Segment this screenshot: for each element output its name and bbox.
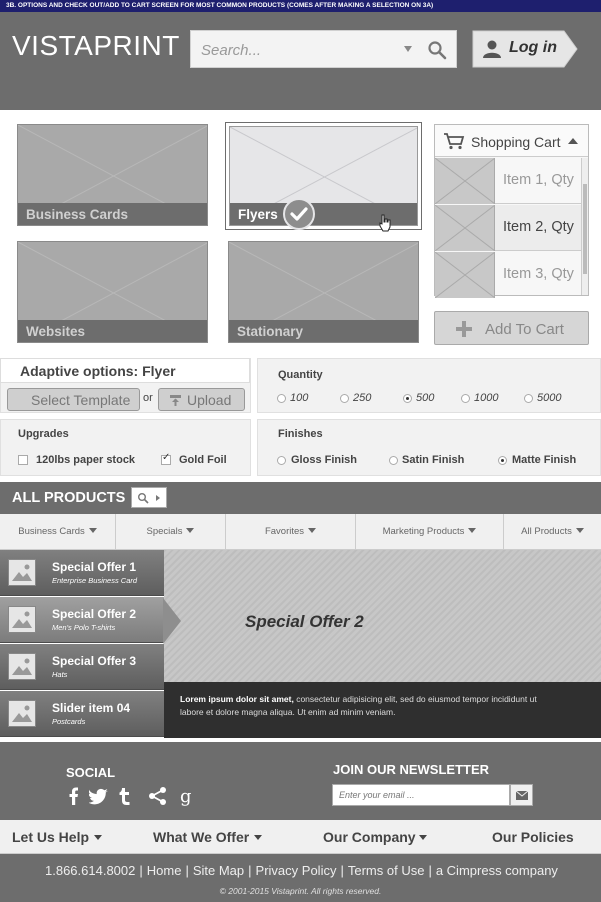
slider-item-subtitle: Postcards: [52, 717, 86, 726]
category-nav-label: Specials: [146, 526, 183, 537]
newsletter-title: JOIN OUR NEWSLETTER: [333, 762, 490, 777]
quantity-option-label: 5000: [537, 392, 562, 404]
cart-item-label: Item 1, Qty: [503, 172, 574, 188]
footer-nav-our-company[interactable]: [323, 829, 427, 845]
newsletter-email-input[interactable]: [332, 784, 510, 806]
gloss-finish-radio[interactable]: [277, 456, 286, 465]
cart-item[interactable]: [435, 158, 581, 204]
chevron-down-icon: [94, 835, 102, 840]
upgrade-option-label: 120lbs paper stock: [36, 454, 136, 466]
search-icon[interactable]: [427, 40, 447, 60]
quantity-option-label: 1000: [474, 392, 499, 404]
footer-nav-label: Our Policies: [492, 829, 574, 845]
upload-icon: [169, 394, 182, 407]
chevron-down-icon: [468, 528, 476, 533]
slider-item-active[interactable]: [0, 597, 164, 643]
footer-social: [0, 742, 601, 820]
category-nav-business-cards[interactable]: [0, 514, 116, 550]
hero-description-text: [180, 693, 540, 718]
hero-title: Special Offer 2: [245, 612, 364, 631]
image-icon: [8, 700, 36, 727]
shopping-cart-header[interactable]: [435, 125, 588, 157]
twitter-icon[interactable]: [89, 786, 109, 806]
finishes-panel: [257, 419, 601, 476]
category-nav-label: All Products: [521, 526, 572, 537]
chevron-down-icon: [576, 528, 584, 533]
upload-label: Upload: [187, 392, 232, 408]
mail-icon: [516, 791, 528, 800]
search-icon: [137, 492, 149, 504]
active-pointer-arrow: [163, 598, 181, 644]
product-tile-flyers[interactable]: [229, 126, 418, 226]
hero-description-body: consectetur adipisicing elit, sed do eiusmod tempor incididunt ut labore et dolore magna aliqua. Ut enim ad minim veniam.: [180, 694, 537, 717]
slider-item-title: Special Offer 2: [52, 607, 137, 621]
product-tile-websites[interactable]: [17, 241, 208, 343]
quantity-radio-250[interactable]: [340, 394, 349, 403]
slider-item-title: Special Offer 3: [52, 654, 137, 668]
cart-item-thumbnail: [435, 158, 495, 204]
footer-nav: [0, 820, 601, 854]
finish-option-label: Satin Finish: [402, 454, 465, 466]
footer-nav-what-we-offer[interactable]: [153, 829, 262, 845]
quantity-option-label: 100: [290, 392, 309, 404]
footer-nav-let-us-help[interactable]: [12, 829, 102, 845]
cart-icon: [443, 132, 465, 150]
category-nav-label: Favorites: [264, 526, 305, 537]
category-nav-label: Marketing Products: [382, 526, 465, 537]
upgrades-panel: [0, 419, 251, 476]
footer-link-privacy-policy[interactable]: Privacy Policy: [255, 863, 337, 878]
cart-scrollbar[interactable]: [581, 158, 588, 295]
footer-nav-label: Let Us Help: [12, 829, 90, 845]
newsletter-submit-button[interactable]: [510, 784, 533, 806]
cart-item-thumbnail: [435, 205, 495, 251]
or-text: or: [143, 392, 153, 404]
product-search-button[interactable]: [131, 487, 167, 508]
footer-link-terms-of-use[interactable]: Terms of Use: [347, 863, 425, 878]
quantity-option-label: 500: [416, 392, 435, 404]
image-icon: [8, 559, 36, 586]
product-tile-stationary[interactable]: [228, 241, 419, 343]
adaptive-options-title: Adaptive options: Flyer: [20, 363, 176, 379]
footer-nav-our-policies[interactable]: [492, 829, 574, 845]
footer-nav-label: What We Offer: [153, 829, 250, 845]
slider-item-title: Special Offer 1: [52, 560, 137, 574]
product-tile-business-cards[interactable]: [17, 124, 208, 226]
slider-item[interactable]: [0, 691, 164, 737]
chevron-down-icon: [254, 835, 262, 840]
footer-nav-label: Our Company: [323, 829, 416, 845]
category-nav-favorites[interactable]: [226, 514, 356, 550]
quantity-option-label: 250: [353, 392, 372, 404]
slider-item-subtitle: Hats: [52, 670, 68, 679]
quantity-radio-5000[interactable]: [524, 394, 533, 403]
add-to-cart-label: Add To Cart: [485, 321, 564, 338]
google-plus-icon[interactable]: [177, 786, 197, 806]
cart-item-label: Item 3, Qty: [503, 266, 574, 282]
hero-description: [164, 682, 601, 738]
login-label: Log in: [509, 39, 557, 56]
all-products-title: ALL PRODUCTS: [12, 490, 126, 506]
product-tile-label: Flyers: [230, 203, 417, 225]
satin-finish-radio[interactable]: [389, 456, 398, 465]
category-nav-label: Business Cards: [18, 526, 85, 537]
quantity-radio-100[interactable]: [277, 394, 286, 403]
facebook-icon[interactable]: [64, 786, 84, 806]
search-dropdown-caret-icon[interactable]: [404, 46, 412, 52]
product-tile-flyers-selected[interactable]: [225, 122, 422, 230]
copyright: © 2001-2015 Vistaprint. All rights reserved.: [219, 886, 382, 896]
finish-option-label: Gloss Finish: [291, 454, 358, 466]
footer-link-site-map[interactable]: Site Map: [192, 863, 245, 878]
footer-bottom: [0, 854, 601, 902]
footer-link-home[interactable]: Home: [146, 863, 182, 878]
category-nav-specials[interactable]: [116, 514, 226, 550]
hero-description-lead: Lorem ipsum dolor sit amet,: [180, 694, 294, 704]
user-icon: [482, 39, 502, 59]
collapse-caret-icon[interactable]: [568, 138, 578, 144]
slider-item[interactable]: [0, 644, 164, 690]
image-icon: [8, 653, 36, 680]
gold-foil-checkbox[interactable]: [161, 455, 171, 465]
chevron-down-icon: [308, 528, 316, 533]
hand-cursor-icon: [378, 214, 392, 232]
chevron-down-icon: [89, 528, 97, 533]
upgrades-title: Upgrades: [18, 428, 69, 440]
annotation-caption: 3B. OPTIONS AND CHECK OUT/ADD TO CART SCREEN FOR MOST COMMON PRODUCTS (COMES AFTER MAKING A SELECTION ON 3A): [0, 0, 601, 12]
logo[interactable]: VISTAPRINT: [12, 30, 180, 61]
category-nav-marketing-products[interactable]: [356, 514, 504, 550]
upload-button[interactable]: [158, 388, 245, 411]
tumblr-icon[interactable]: [115, 786, 135, 806]
slider-item[interactable]: [0, 550, 164, 596]
footer-link-cimpress[interactable]: a Cimpress company: [435, 863, 558, 878]
image-icon: [8, 606, 36, 633]
caret-right-icon: [156, 495, 160, 501]
footer-phone[interactable]: 1.866.614.8002: [45, 863, 136, 878]
chevron-down-icon: [419, 835, 427, 840]
product-tile-label: Websites: [18, 320, 207, 342]
footer-links: 1.866.614.8002 | Home | Site Map | Privacy Policy | Terms of Use | a Cimpress company: [45, 863, 558, 878]
quantity-radio-500[interactable]: [403, 394, 412, 403]
cart-item-thumbnail: [435, 252, 495, 298]
upgrade-option-label: Gold Foil: [179, 454, 227, 466]
slider-item-title: Slider item 04: [52, 701, 131, 715]
search-input[interactable]: [201, 40, 391, 60]
paper-stock-checkbox[interactable]: [18, 455, 28, 465]
scrollbar-thumb[interactable]: [583, 184, 587, 274]
share-icon[interactable]: [148, 786, 168, 806]
select-template-button[interactable]: [7, 388, 140, 411]
shopping-cart-title: Shopping Cart: [471, 134, 561, 150]
finish-option-label: Matte Finish: [512, 454, 577, 466]
category-nav: [0, 514, 601, 550]
search-box: [190, 30, 457, 68]
cart-item[interactable]: [435, 252, 581, 298]
select-template-label: Select Template: [31, 392, 131, 408]
chevron-down-icon: [186, 528, 194, 533]
selected-check-icon: [283, 198, 315, 230]
product-tile-label: Business Cards: [18, 203, 207, 225]
svg-text:g: g: [180, 786, 192, 806]
adaptive-options-header: [0, 358, 250, 383]
plus-icon: [455, 320, 473, 338]
login-button[interactable]: [472, 30, 578, 68]
all-products-bar: [0, 482, 601, 514]
slider-item-subtitle: Enterprise Business Card: [52, 576, 138, 585]
matte-finish-radio[interactable]: [498, 456, 507, 465]
cart-item[interactable]: [435, 205, 581, 251]
slider-item-subtitle: Men's Polo T-shirts: [52, 623, 116, 632]
shopping-cart: [434, 124, 589, 296]
quantity-panel: [257, 358, 601, 413]
quantity-title: Quantity: [278, 369, 323, 381]
finishes-title: Finishes: [278, 428, 323, 440]
cart-item-label: Item 2, Qty: [503, 219, 574, 235]
slider-hero[interactable]: [164, 550, 601, 682]
add-to-cart-button[interactable]: [434, 311, 589, 345]
category-nav-all-products[interactable]: [504, 514, 601, 550]
product-tile-label: Stationary: [229, 320, 418, 342]
quantity-radio-1000[interactable]: [461, 394, 470, 403]
social-title: SOCIAL: [66, 765, 116, 780]
